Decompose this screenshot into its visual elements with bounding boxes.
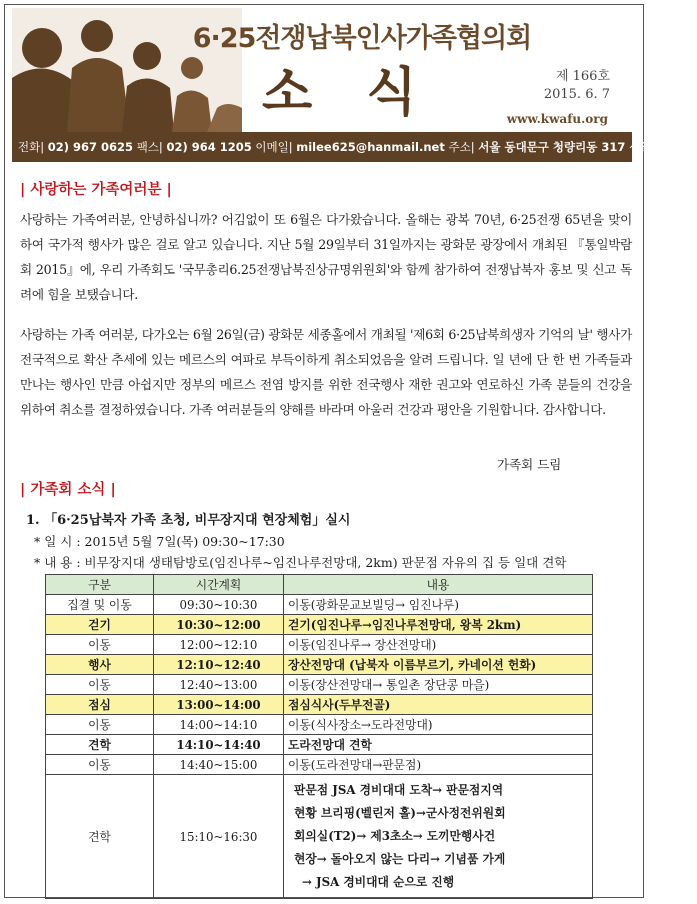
row-kind: 견학	[46, 775, 154, 899]
row-kind: 이동	[46, 715, 154, 735]
header-time: 시간계획	[154, 575, 284, 595]
news-item-title: 1. 「6·25납북자 가족 초청, 비무장지대 현장체험」실시	[26, 513, 351, 528]
tour-step: 회의실(T2)→ 제3초소→ 도끼만행사건	[294, 829, 496, 843]
tel-label: 전화|	[18, 140, 45, 154]
greeting-paragraph-2: 사랑하는 가족 여러분, 다가오는 6월 26일(금) 광화문 세종홀에서 개최될 '제6회 6·25납북희생자 기억의 날' 행사가 전국적으로 확산 추세에 있는 메르스의 여파로 부득이하게 취소되었음을 알려 드립니다. 일 년에 단 한 번 가족들과 만나는 행사인 만큼 아쉽지만 정부의 메르스 전염 방지를 위한 전국행사 재한 권고와 연로하신 가족 분들의 건강을 위하여 취소를 결정하였습니다. 가족 여러분들의 양해를 바라며 아울러 건강과 평안을 기원합니다. 감사합니다.	[20, 327, 632, 417]
website-link[interactable]: www.kwafu.org	[506, 112, 608, 126]
row-time: 12:40~13:00	[154, 675, 284, 695]
row-content: 이동(장산전망대→ 통일촌 장단콩 마을)	[284, 675, 593, 695]
table-row	[46, 615, 593, 635]
row-kind: 점심	[46, 695, 154, 715]
row-time: 14:40~15:00	[154, 755, 284, 775]
row-kind: 집결 및 이동	[46, 595, 154, 615]
row-time: 15:10~16:30	[154, 775, 284, 899]
tour-step: 판문점 JSA 경비대대 도착→ 판문점지역	[294, 783, 504, 797]
event-content-line: * 내 용 : 비무장지대 생태탐방로(임진나루~임진나루전망대, 2km) 판문점 자유의 집 등 일대 견학	[34, 555, 567, 570]
table-row	[46, 675, 593, 695]
table-header-row	[46, 575, 593, 595]
row-content: 장산전망대 (납북자 이름부르기, 카네이션 헌화)	[284, 655, 593, 675]
tel-number: 02) 967 0625	[47, 140, 134, 154]
newsletter-title: 소 식	[262, 63, 435, 123]
table-row	[46, 635, 593, 655]
issue-date: 2015. 6. 7	[543, 87, 610, 102]
table-row	[46, 715, 593, 735]
issue-number: 제 166호	[555, 69, 610, 84]
table-row	[46, 735, 593, 755]
email-address[interactable]: milee625@hanmail.net	[296, 140, 445, 154]
row-time: 14:00~14:10	[154, 715, 284, 735]
row-time: 12:00~12:10	[154, 635, 284, 655]
contact-bar	[12, 132, 697, 162]
table-row	[46, 695, 593, 715]
tour-step: → JSA 경비대대 순으로 진행	[302, 875, 455, 889]
tour-step: 현장→ 돌아오지 않는 다리→ 기념품 가게	[294, 852, 506, 866]
fax-number: 02) 964 1205	[166, 140, 252, 154]
row-time: 10:30~12:00	[154, 615, 284, 635]
row-time: 13:00~14:00	[154, 695, 284, 715]
row-content: 걷기(임진나루→임진나루전망대, 왕복 2km)	[284, 615, 593, 635]
issue-info	[544, 68, 610, 104]
header-kind: 구분	[46, 575, 154, 595]
row-kind: 이동	[46, 675, 154, 695]
table-row	[46, 775, 593, 899]
row-content: 이동(광화문교보빌딩→ 임진나루)	[284, 595, 593, 615]
org-name: 6·25전쟁납북인사가족협의회	[192, 23, 532, 54]
email-label: 이메일|	[255, 140, 293, 154]
header-content: 내용	[284, 575, 593, 595]
fax-label: 팩스|	[136, 140, 163, 154]
row-time: 09:30~10:30	[154, 595, 284, 615]
event-date-line: * 일 시 : 2015년 5월 7일(목) 09:30~17:30	[34, 534, 285, 549]
row-time: 14:10~14:40	[154, 735, 284, 755]
table-row	[46, 655, 593, 675]
row-time: 12:10~12:40	[154, 655, 284, 675]
row-content: 이동(도라전망대→판문점)	[284, 755, 593, 775]
row-kind: 이동	[46, 635, 154, 655]
schedule-table	[45, 574, 593, 899]
row-kind: 견학	[46, 735, 154, 755]
row-content-multiline	[284, 775, 593, 899]
signature: 가족회 드림	[497, 457, 562, 472]
section-heading-greeting: | 사랑하는 가족여러분 |	[20, 182, 172, 198]
greeting-paragraph-1: 사랑하는 가족여러분, 안녕하십니까? 어김없이 또 6월은 다가왔습니다. 올해는 광복 70년, 6·25전쟁 65년을 맞이하여 국가적 행사가 많은 걸로 알고 있습니다. 지난 5월 29일부터 31일까지는 광화문 광장에서 개최된 『통일박람회 2015』에, 우리 가족회도 '국무총리6.25전쟁납북진상규명위원회'와 함께 참가하여 전쟁납북자 홍보 및 신고 독려에 힘을 보탰습니다.	[20, 212, 632, 302]
section-heading-news: | 가족회 소식 |	[20, 482, 116, 498]
table-row	[46, 755, 593, 775]
tour-step: 현황 브리핑(벨린저 홀)→군사정전위원회	[294, 806, 506, 820]
row-kind: 행사	[46, 655, 154, 675]
address: 서울 동대문구 청량리동 317 성일빌딩 2층	[478, 140, 697, 154]
row-kind: 걷기	[46, 615, 154, 635]
row-content: 이동(임진나루→ 장산전망대)	[284, 635, 593, 655]
row-content: 도라전망대 견학	[284, 735, 593, 755]
row-content: 점심식사(두부전골)	[284, 695, 593, 715]
row-kind: 이동	[46, 755, 154, 775]
address-label: 주소|	[448, 140, 475, 154]
masthead	[12, 8, 632, 132]
row-content: 이동(식사장소→도라전망대)	[284, 715, 593, 735]
table-row	[46, 595, 593, 615]
